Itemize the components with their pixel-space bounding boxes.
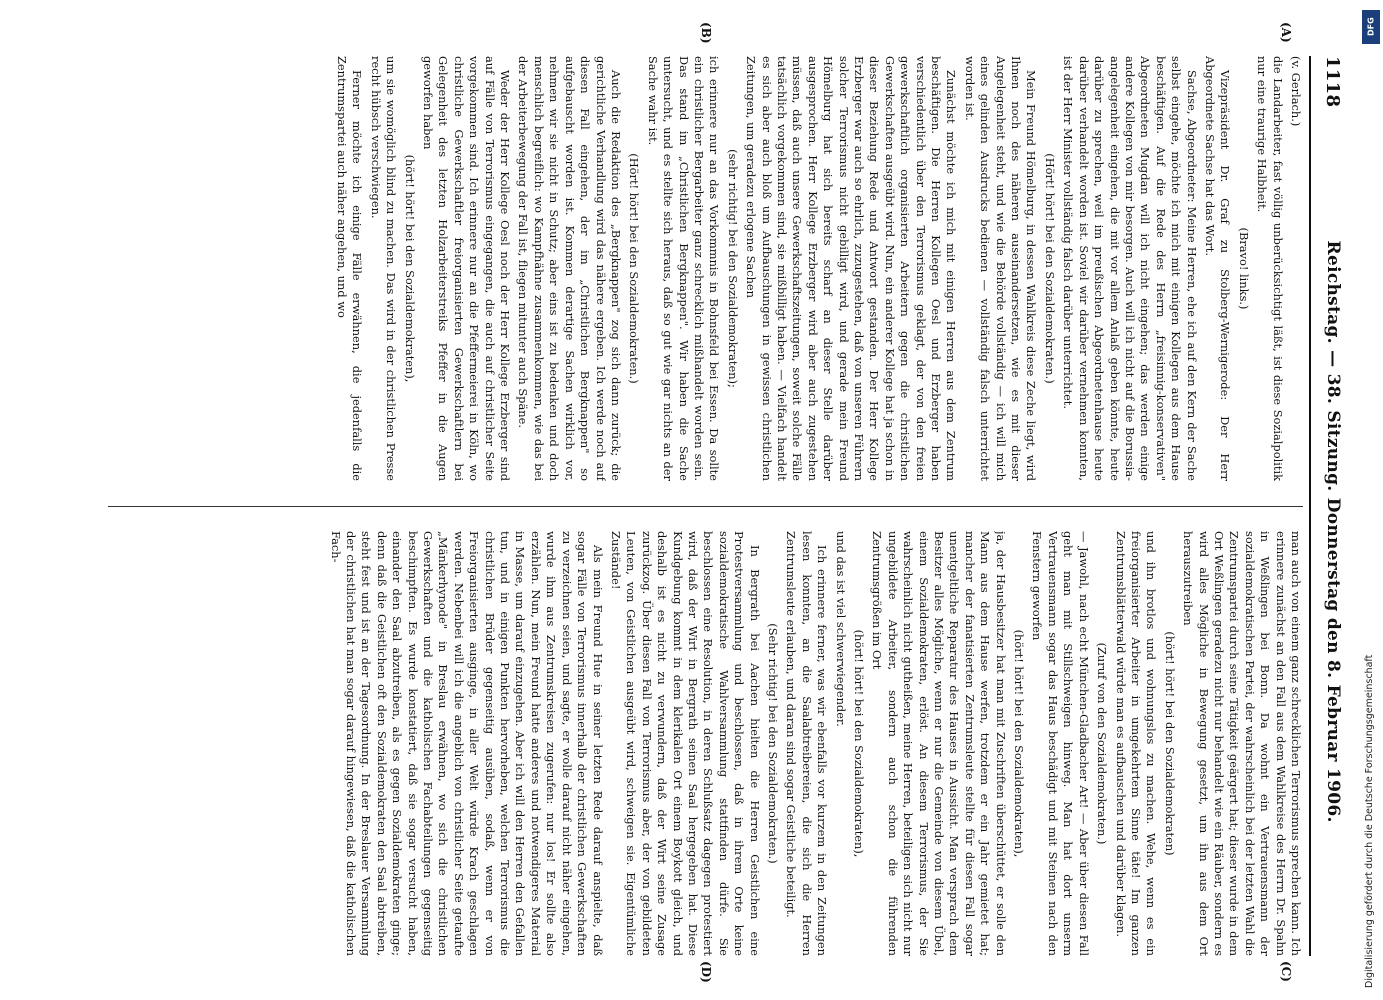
paragraph: Ich erinnere ferner, was wir ebenfalls vor kurzem in den Zeitungen lesen konnten, an die Saalabtreibereien, die sich die Herren Zentrumsleute erlauben, und daran sind sogar Geistliche beteiligt. xyxy=(784,531,830,956)
paragraph: Sachse, Abgeordneter: Meine Herren, ehe ich auf den Kern der Sache selbst eingehe, möchte ich mich mit einigen Kollegen aus dem Hause beschäftigen. Auf die Rede des Herrn „freisinnig-konservativen" Abgeordneten Mugdan will ich nicht eingehen; das werden einige andere Kollegen von mir besorgen. Auch will ich nicht auf die Borussia-angelegenheit eingehen, die mit vor allem Anlaß geben könnte, heute darüber zu sprechen, weil im preußischen Abgeordnetenhause heute darüber verhandelt worden ist. Soviel wir darüber vernehmen konnten, ist der Herr Minister vollständig falsch darüber unterrichtet. xyxy=(1061,56,1199,481)
left-column xyxy=(108,56,1303,481)
interjection: (sehr richtig! bei den Sozialdemokraten); xyxy=(725,149,740,388)
right-column xyxy=(108,531,1303,956)
paragraph: Als mein Freund Hue in seiner letzten Rede darauf anspielte, daß sogar Fälle von Terrorismus innerhalb der christlichen Gewerkschaften zu verzeichnen seien, und sagte, er wolle darauf nicht näher eingehen, wurde ihm aus Zentrumskreisen zugerufen: nur los! Er sollte also erzählen. Nun, mein Freund hatte anderes und notwendigeres Material in Masse, um darauf einzugehen. Aber ich will den Herren den Gefallen tun, und in einigen Punkten hervorheben, welchen Terrorismus die christlichen Brüder gegenseitig ausüben, sodaß, wenn er von Freiorganisierten ausginge, in aller Welt würde Krach geschlagen werden. Nebenbei will ich die angeblich von christlicher Seite getaufte „Mänkerhynode" in Breslau erwähnen, wo sich die christlichen Gewerkschaften und die katholischen Fachabteilungen gegenseitig beschimpften. Es wurde konstatiert, daß sie sogar versucht haben, einander den Saal abzutreiben, als es gegen Sozialdemokraten ginge; denn daß die Geistlichen oft den Sozialdemokraten den Saal abtreiben, steht fest und ist an der Tagesordnung. In der Breslauer Versammlung der christlichen hat man sogar darauf hingewiesen, daß die katholischen Fach- xyxy=(328,531,605,956)
paragraph: Auch die Redaktion des „Bergknappen" zog sich dann zurück; die gerichtliche Verhandlung wird das nähere ergeben. Ich werde noch auf diesen Fall eingehen, der im „Christlichen Bergknappen" so aufgebauscht worden ist. Kommen derartige Sachen wirklich vor, nehmen wir sie nicht in Schutz; aber eins ist zu bedenken und doch menschlich begreiflich: wo Kampfhähne zusammenkommen, wie das bei der Arbeiterbewegung der Fall ist, fliegen mitunter auch Späne. xyxy=(516,56,623,481)
dfg-logo: DFG xyxy=(1362,10,1380,44)
digitization-credit: Digitalisierung gefördert durch die Deutsche Forschungsgemeinschaft xyxy=(1364,654,1375,988)
interjection: (Hört! hört! bei den Sozialdemokraten.) xyxy=(627,153,642,384)
paragraph: In Bergrath bei Aachen hielten die Herren Geistlichen eine Protestversammlung und beschlossen, daß in ihrem Orte keine sozialdemokratische Wahlversammlung stattfinden dürfe. Sie beschlossen eine Resolution, in deren Schlußsatz dagegen protestiert wird, daß der Wirt in Bergrath seinen Saal hergegeben hat. Diese Kundgebung kommt in dem klerikalen Ort einem Boykott gleich, und deshalb ist es nicht zu verwundern, daß der Wirt seine Zusage zurückzog. Über diesen Fall von Terrorismus aber, der von gebildeten Leuten, von Geistlichen ausgeübt wird, schweigen sie. Eigentümliche Zustände! xyxy=(608,531,762,956)
margin-marker-a: (A) xyxy=(1279,22,1293,43)
interjection: (Sehr richtig! bei den Sozialdemokraten.) xyxy=(766,623,780,864)
paragraph: Zunächst möchte ich mich mit einigen Herren aus dem Zentrum beschäftigen. Die Herren Kollegen Oesl und Erzberger haben verschiedentlich über den Terrorismus geklagt, der von den freien gewerkschaftlich organisierten Arbeitern gegen die christlichen Gewerkschaften ausgeübt wird. Nun, ein anderer Kollege hat ja schon in dieser Beziehung Rede und Antwort gestanden. Der Herr Kollege Erzberger war auch so ehrlich, zuzugestehen, daß von unseren Führern solcher Terrorismus nicht gebilligt wird, und gerade mein Freund Hömelburg hat sich bereits scharf an dieser Stelle darüber ausgesprochen. Herr Kollege Erzberger wird aber auch zugestehen müssen, daß auch unsere Gewerkschaftszeitungen, soweit solche Fälle tatsächlich vorgekommen sind, sie mißbilligt haben. — Vielfach handelt es sich aber auch bloß um Aufbauschungen in gewissen christlichen Zeitungen, um geradezu erlogene Sachen xyxy=(744,56,959,481)
page-number: 1118 xyxy=(1322,56,1344,108)
margin-marker-c: (C) xyxy=(1279,961,1293,982)
paragraph: ich erinnere nur an das Vorkommnis in Bohnsfeld bei Essen. Da sollte ein christlicher Bergarbeiter ganz schrecklich mißhandelt worden sein. Das stand im „Christlichen Bergknappen". Wir haben die Sache untersucht, und es stellte sich heraus, daß so gut wie gar nichts an der Sache wahr ist. xyxy=(645,56,722,481)
speaker-tag: (v. Gerlach.) xyxy=(1289,56,1303,127)
running-title: Reichstag. — 38. Sitzung. Donnerstag den 8. Februar 1906. xyxy=(1323,240,1343,823)
paragraph: und ihn brotlos und wohnungslos zu machen. Wehe, wenn es ein freiorganisierter Arbeiter in umgekehrtem Sinne täte! Im ganzen Zentrumsblätterwald würde man es aufbauschen und darüber klagen. xyxy=(1113,531,1159,956)
column-divider xyxy=(108,506,1303,507)
margin-marker-b: (B) xyxy=(699,22,713,44)
rotated-page xyxy=(98,22,1353,983)
interjection: (hört! hört! bei den Sozialdemokraten), xyxy=(402,154,417,383)
paragraph: Weder der Herr Kollege Oesl noch der Herr Kollege Erzberger sind auf Fälle von Terrorismus eingegangen, die auch auf christlicher Seite vorgekommen sind. Ich erinnere nur an die Pfeffermeierei in Köln, wo christliche Gewerkschaftler freiorganisierten Gewerkschaftlern bei Gelegenheit des letzten Holzarbeiterstreiks Pfeffer in die Augen geworfen haben xyxy=(421,56,513,481)
paragraph: um sie womöglich blind zu machen. Das wird in der christlichen Presse recht hübsch verschwiegen. xyxy=(368,56,399,481)
interjection: (hört! hört! bei den Sozialdemokraten), xyxy=(852,629,867,858)
paragraph: Ferner möchte ich einige Fälle erwähnen, die jedenfalls die Zentrumspartei auch näher angehen, und wo xyxy=(335,56,365,481)
paragraph: man auch von einem ganz schrecklichen Terrorismus sprechen kann. Ich erinnere zunächst an den Fall aus dem Wahlkreise des Herrn Dr. Spahn in Weßlingen bei Bonn. Da wohnt ein Vertrauensmann der sozialdemokratischen Partei, der wahrscheinlich bei der letzten Wahl die Zentrumspartei durch seine Tätigkeit geärgert hat; dieser wurde in dem Ort Weßlingen geradezu nicht nur behandelt wie ein Räuber, sondern es wird alles Mögliche in Bewegung gesetzt, um ihn aus dem Ort herauszutreiben xyxy=(1181,531,1303,956)
paragraph: ja, der Hausbesitzer hat man mit Zuschriften überschüttet, er solle den Mann aus dem Hause werfen, trotzdem er ein Jahr gemietet hat; mancher der fanatisierten Zentrumsleute stellte für diesen Fall sogar unentgeltliche Reparatur des Hauses in Aussicht. Man versprach dem Besitzer alles Mögliche, wenn er nur die Gemeinde von diesem Übel, einem Sozialdemokraten, erlöst. An diesem Terrorismus, der Sie wahrscheinlich nicht gutheißen, meine Herren, beteiligen sich nicht nur ungebildete Arbeiter, sondern auch schon die führenden Zentrumsgrößen im Ort xyxy=(870,531,1008,956)
paragraph: Mein Freund Hömelburg, in dessen Wahlkreis diese Zeche liegt, wird Ihnen noch des näheren auseinandersetzen, wie es mit dieser Angelegenheit steht, und wie die Behörde vollständig — ich will mich eines gelinden Ausdrucks bedienen — vollständig falsch unterrichtet worden ist. xyxy=(962,56,1039,481)
interjection: (Bravo! links.) xyxy=(1236,227,1251,310)
interjection: (Hört! hört! bei den Sozialdemokraten.) xyxy=(1042,153,1057,384)
page-header xyxy=(1313,56,1353,956)
paragraph: die Landarbeiter, fast völlig unberücksichtigt läßt, ist diese Sozialpolitik nur eine traurige Halbheit. xyxy=(1255,56,1285,481)
paragraph: — Jawohl, nach echt München-Gladbacher Art! — Aber über diesen Fall geht man mit Stillschweigen hinweg. Man hat dort unserm Vertrauensmann sogar das Haus beschädigt und mit Steinen nach den Fenstern geworfen xyxy=(1030,531,1091,956)
interjection: (Zuruf von den Sozialdemokraten.) xyxy=(1095,642,1110,845)
header-rule xyxy=(1309,56,1311,956)
paragraph: und das ist viel schwerwiegender. xyxy=(833,531,848,727)
interjection: (hört! hört! bei den Sozialdemokraten), xyxy=(1012,629,1027,858)
margin-marker-d: (D) xyxy=(699,961,713,983)
paragraph: Vizepräsident Dr. Graf zu Stolberg-Wernigerode: Der Herr Abgeordnete Sachse hat das Wort. xyxy=(1202,56,1233,481)
interjection: (hört! hört! bei den Sozialdemokraten) xyxy=(1162,631,1177,856)
